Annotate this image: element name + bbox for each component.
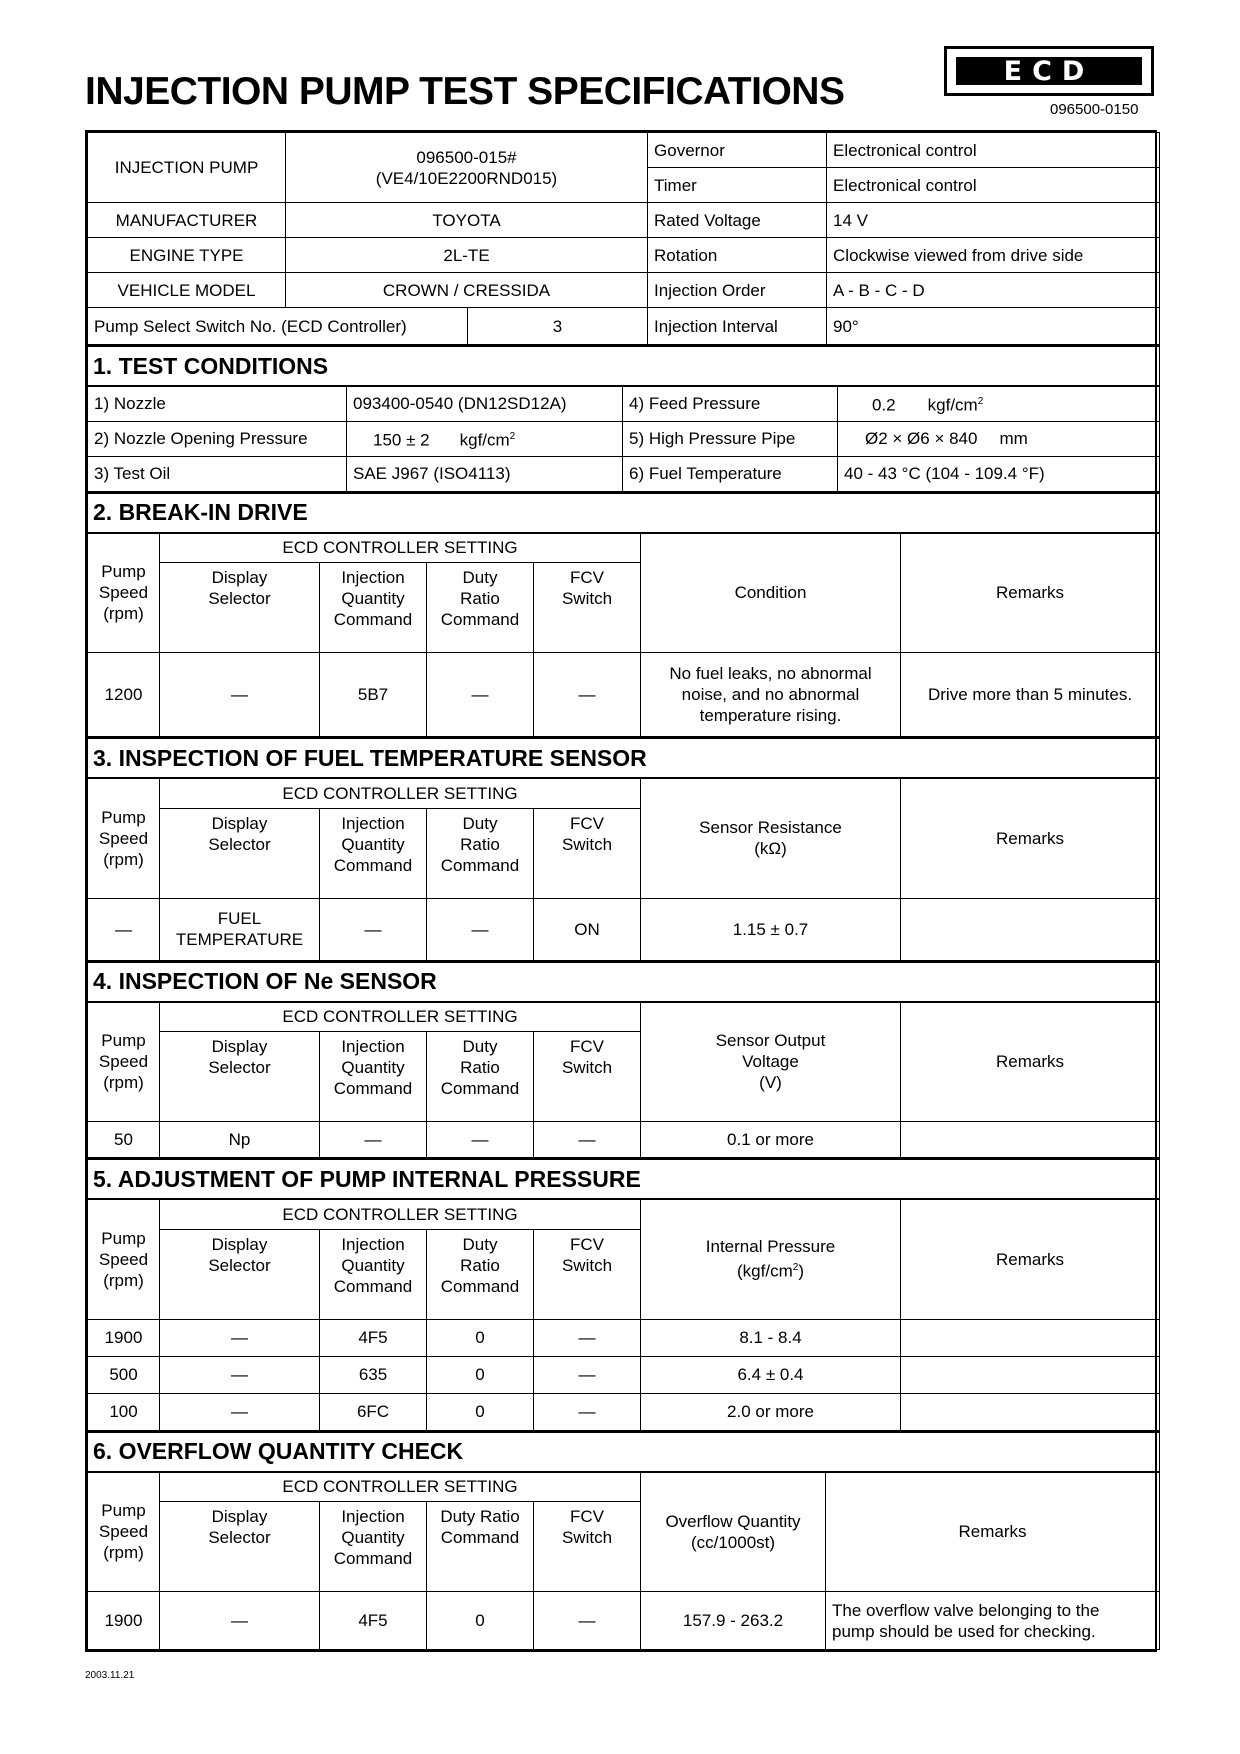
vehicle-model-value: CROWN / CRESSIDA <box>286 273 648 308</box>
duty-ratio-cell: — <box>427 653 534 737</box>
injection-quantity-header <box>320 1229 427 1319</box>
injection-interval-label: Injection Interval <box>648 308 827 345</box>
display-line: FUEL <box>217 909 262 928</box>
feed-pressure-number: 0.2 <box>872 396 896 416</box>
pump-speed-header <box>88 778 160 898</box>
ratio-label: Ratio <box>460 834 500 854</box>
display-label: Display <box>211 1037 268 1056</box>
fuel-temperature-sensor-table <box>87 737 1160 961</box>
pump-speed-header <box>88 1472 160 1592</box>
injection-pump-number: 096500-015# <box>416 147 517 167</box>
duty-ratio-cell: 0 <box>427 1356 534 1393</box>
command-label: Command <box>440 610 520 629</box>
duty-ratio-cell: 0 <box>427 1319 534 1356</box>
fcv-switch-cell: ON <box>534 898 641 960</box>
overflow-quantity-cell: 157.9 - 263.2 <box>641 1592 826 1650</box>
injection-quantity-header <box>320 563 427 653</box>
injection-label: Injection <box>341 568 405 587</box>
manufacturer-value: TOYOTA <box>286 203 648 238</box>
test-oil-value: SAE J967 (ISO4113) <box>347 456 623 491</box>
duty-ratio-cell: 0 <box>427 1592 534 1650</box>
sensor-output-label: Sensor Output <box>715 1031 826 1051</box>
duty-ratio-cell: — <box>427 898 534 960</box>
timer-value: Electronical control <box>827 168 1160 203</box>
remarks-header: Remarks <box>826 1472 1160 1592</box>
internal-pressure-unit: $(kgf/cm^2)$ <box>737 1262 804 1282</box>
display-line: TEMPERATURE <box>175 930 304 949</box>
condition-cell <box>641 653 901 737</box>
ecd-setting-header: ECD CONTROLLER SETTING <box>160 1199 641 1229</box>
duty-ratio-header <box>427 1502 534 1592</box>
rpm-label: (rpm) <box>103 849 144 869</box>
section-title-test-conditions: 1. TEST CONDITIONS <box>88 346 1160 386</box>
fuel-temperature-value: 40 - 43 °C (104 - 109.4 °F) <box>838 456 1160 491</box>
section-title-fuel-temperature-sensor: 3. INSPECTION OF FUEL TEMPERATURE SENSOR <box>88 738 1160 778</box>
sensor-resistance-unit: (kΩ) <box>754 839 787 859</box>
internal-pressure-unit-close: ) <box>798 1262 804 1282</box>
selector-label: Selector <box>208 1528 271 1547</box>
feed-pressure-value: 0.2 kgf/$cm^2$ <box>838 386 1160 421</box>
table-row <box>88 1122 1160 1158</box>
command-label: Command <box>440 1528 520 1547</box>
fcv-label: FCV <box>570 1507 604 1526</box>
ratio-label: Ratio <box>460 1255 500 1275</box>
remarks-cell <box>901 1356 1160 1393</box>
pump-speed-cell: — <box>88 898 160 960</box>
engine-type-label: ENGINE TYPE <box>88 238 286 273</box>
fcv-switch-header <box>534 1502 641 1592</box>
engine-type-value: 2L-TE <box>286 238 648 273</box>
selector-label: Selector <box>208 1058 271 1077</box>
duty-ratio-cell: 0 <box>427 1393 534 1430</box>
quantity-label: Quantity <box>341 1058 405 1077</box>
nozzle-label: 1) Nozzle <box>88 386 347 421</box>
remarks-header: Remarks <box>901 1199 1160 1319</box>
display-selector-header <box>160 1032 320 1122</box>
governor-label: Governor <box>648 133 827 168</box>
overflow-quantity-header <box>641 1472 826 1592</box>
fcv-label: FCV <box>570 813 604 833</box>
ecd-logo <box>944 46 1154 96</box>
display-label: Display <box>211 1234 268 1254</box>
pump-label: Pump <box>101 1228 146 1248</box>
display-label: Display <box>211 568 268 587</box>
manufacturer-label: MANUFACTURER <box>88 203 286 238</box>
rated-voltage-value: 14 V <box>827 203 1160 238</box>
injection-label: Injection <box>341 1234 405 1254</box>
speed-label: Speed <box>98 1249 149 1269</box>
injection-interval-value: 90° <box>827 308 1160 345</box>
high-pressure-pipe-unit: mm <box>999 429 1028 448</box>
header-table <box>87 132 1160 345</box>
command-label: Command <box>333 1549 413 1568</box>
duty-label: Duty <box>462 1037 498 1056</box>
pump-speed-header <box>88 1199 160 1319</box>
nozzle-value: 093400-0540 (DN12SD12A) <box>347 386 623 421</box>
internal-pressure-unit-text: (kgf/cm <box>737 1262 793 1282</box>
sensor-resistance-cell: 1.15 ± 0.7 <box>641 898 901 960</box>
display-selector-cell: Np <box>160 1122 320 1158</box>
section-title-ne-sensor: 4. INSPECTION OF Ne SENSOR <box>88 962 1160 1002</box>
pump-speed-cell: 1900 <box>88 1592 160 1650</box>
section-title-overflow-quantity: 6. OVERFLOW QUANTITY CHECK <box>88 1432 1160 1472</box>
pump-select-value: 3 <box>468 308 648 345</box>
remarks-line: The overflow valve belonging to the <box>832 1600 1100 1620</box>
condition-line: No fuel leaks, no abnormal <box>669 664 872 683</box>
rotation-label: Rotation <box>648 238 827 273</box>
rotation-value: Clockwise viewed from drive side <box>827 238 1160 273</box>
sensor-output-header <box>641 1002 901 1122</box>
injection-quantity-cell: 635 <box>320 1356 427 1393</box>
ecd-setting-header: ECD CONTROLLER SETTING <box>160 1002 641 1032</box>
remarks-line: pump should be used for checking. <box>832 1621 1096 1641</box>
timer-label: Timer <box>648 168 827 203</box>
pump-label: Pump <box>101 807 146 827</box>
internal-pressure-table <box>87 1158 1160 1431</box>
remarks-cell: Drive more than 5 minutes. <box>901 653 1160 737</box>
duty-ratio-label: Duty Ratio <box>440 1507 520 1526</box>
internal-pressure-label: Internal Pressure <box>705 1237 836 1257</box>
quantity-label: Quantity <box>341 1255 405 1275</box>
nozzle-opening-pressure-value: 150 ± 2 kgf/$cm^2$ <box>347 421 623 456</box>
fcv-switch-header <box>534 1229 641 1319</box>
switch-label: Switch <box>561 1255 613 1275</box>
duty-label: Duty <box>462 813 498 833</box>
sensor-output-label: Voltage <box>742 1052 799 1072</box>
injection-pump-model: (VE4/10E2200RND015) <box>375 168 558 188</box>
ecd-setting-header: ECD CONTROLLER SETTING <box>160 533 641 563</box>
remarks-header: Remarks <box>901 533 1160 653</box>
fcv-label: FCV <box>570 1234 604 1254</box>
speed-label: Speed <box>98 828 149 848</box>
quantity-label: Quantity <box>341 834 405 854</box>
duty-ratio-header <box>427 808 534 898</box>
high-pressure-pipe-size: Ø2 × Ø6 × 840 <box>865 429 978 448</box>
spec-sheet <box>85 130 1157 1652</box>
revision-date: 2003.11.21 <box>85 1670 135 1681</box>
display-selector-header <box>160 563 320 653</box>
document-number: 096500-0150 <box>1050 101 1139 118</box>
injection-quantity-cell: 4F5 <box>320 1592 427 1650</box>
page-title: INJECTION PUMP TEST SPECIFICATIONS <box>85 70 845 113</box>
command-label: Command <box>333 1276 413 1296</box>
command-label: Command <box>333 1079 413 1098</box>
ecd-logo-text: ECD <box>956 57 1142 85</box>
ecd-setting-header: ECD CONTROLLER SETTING <box>160 778 641 808</box>
table-row <box>88 1592 1160 1650</box>
fcv-switch-cell: — <box>534 1393 641 1430</box>
condition-header: Condition <box>641 533 901 653</box>
fcv-label: FCV <box>570 1037 604 1056</box>
fcv-switch-cell: — <box>534 1592 641 1650</box>
display-selector-header <box>160 808 320 898</box>
pump-speed-cell: 1200 <box>88 653 160 737</box>
fuel-temperature-label: 6) Fuel Temperature <box>623 456 838 491</box>
display-label: Display <box>211 813 268 833</box>
display-selector-cell: — <box>160 1356 320 1393</box>
injection-label: Injection <box>341 1507 405 1526</box>
section-title-internal-pressure: 5. ADJUSTMENT OF PUMP INTERNAL PRESSURE <box>88 1159 1160 1199</box>
injection-order-label: Injection Order <box>648 273 827 308</box>
display-selector-cell <box>160 898 320 960</box>
break-in-drive-table <box>87 492 1160 738</box>
selector-label: Selector <box>208 589 271 608</box>
quantity-label: Quantity <box>341 589 405 608</box>
fcv-switch-header <box>534 1032 641 1122</box>
feed-pressure-unit: kgf/cm <box>927 396 978 416</box>
internal-pressure-cell: 6.4 ± 0.4 <box>641 1356 901 1393</box>
pump-label: Pump <box>101 1031 146 1051</box>
injection-quantity-cell: — <box>320 1122 427 1158</box>
rated-voltage-label: Rated Voltage <box>648 203 827 238</box>
pump-speed-cell: 100 <box>88 1393 160 1430</box>
remarks-header: Remarks <box>901 778 1160 898</box>
display-selector-cell: — <box>160 1319 320 1356</box>
overflow-quantity-label: Overflow Quantity <box>665 1511 801 1531</box>
display-selector-header <box>160 1229 320 1319</box>
nozzle-opening-pressure-label: 2) Nozzle Opening Pressure <box>88 421 347 456</box>
internal-pressure-header <box>641 1199 901 1319</box>
table-row <box>88 1319 1160 1356</box>
high-pressure-pipe-label: 5) High Pressure Pipe <box>623 421 838 456</box>
sensor-output-cell: 0.1 or more <box>641 1122 901 1158</box>
fcv-switch-header <box>534 808 641 898</box>
pump-speed-header <box>88 1002 160 1122</box>
selector-label: Selector <box>208 1255 271 1275</box>
nozzle-opening-pressure-number: 150 ± 2 <box>373 430 430 450</box>
rpm-label: (rpm) <box>103 1543 144 1563</box>
duty-label: Duty <box>462 568 498 587</box>
injection-pump-value <box>286 133 648 203</box>
display-selector-header <box>160 1502 320 1592</box>
switch-label: Switch <box>561 589 613 608</box>
high-pressure-pipe-value <box>838 421 1160 456</box>
condition-line: noise, and no abnormal <box>681 685 860 704</box>
sensor-output-unit: (V) <box>759 1073 782 1093</box>
sensor-resistance-header <box>641 778 901 898</box>
pump-select-label: Pump Select Switch No. (ECD Controller) <box>88 308 468 345</box>
pump-label: Pump <box>101 1501 146 1521</box>
speed-label: Speed <box>98 1522 149 1542</box>
display-label: Display <box>211 1507 268 1526</box>
pump-speed-header <box>88 533 160 653</box>
ratio-label: Ratio <box>460 1058 500 1077</box>
quantity-label: Quantity <box>341 1528 405 1547</box>
nozzle-opening-pressure-unit: kgf/cm <box>459 430 510 450</box>
command-label: Command <box>333 855 413 875</box>
remarks-cell <box>901 1319 1160 1356</box>
injection-label: Injection <box>341 1037 405 1056</box>
pump-speed-cell: 50 <box>88 1122 160 1158</box>
ratio-label: Ratio <box>460 589 500 608</box>
duty-ratio-header <box>427 563 534 653</box>
section-title-break-in-drive: 2. BREAK-IN DRIVE <box>88 493 1160 533</box>
fcv-switch-cell: — <box>534 653 641 737</box>
table-row <box>88 1393 1160 1430</box>
pump-speed-cell: 500 <box>88 1356 160 1393</box>
test-conditions-table <box>87 345 1160 492</box>
injection-quantity-cell: 5B7 <box>320 653 427 737</box>
rpm-label: (rpm) <box>103 1270 144 1290</box>
selector-label: Selector <box>208 834 271 854</box>
injection-quantity-header <box>320 808 427 898</box>
sensor-resistance-label: Sensor Resistance <box>699 818 842 838</box>
test-oil-label: 3) Test Oil <box>88 456 347 491</box>
fcv-switch-cell: — <box>534 1319 641 1356</box>
command-label: Command <box>440 1079 520 1098</box>
injection-quantity-cell: — <box>320 898 427 960</box>
injection-label: Injection <box>341 813 405 833</box>
duty-label: Duty <box>462 1234 498 1254</box>
condition-line: temperature rising. <box>699 706 842 725</box>
fcv-switch-cell: — <box>534 1356 641 1393</box>
duty-ratio-header <box>427 1032 534 1122</box>
remarks-header: Remarks <box>901 1002 1160 1122</box>
vehicle-model-label: VEHICLE MODEL <box>88 273 286 308</box>
ne-sensor-table <box>87 961 1160 1159</box>
governor-value: Electronical control <box>827 133 1160 168</box>
injection-order-value: A - B - C - D <box>827 273 1160 308</box>
rpm-label: (rpm) <box>103 1073 144 1093</box>
speed-label: Speed <box>98 583 149 603</box>
display-selector-cell: — <box>160 1393 320 1430</box>
speed-label: Speed <box>98 1052 149 1072</box>
command-label: Command <box>440 855 520 875</box>
remarks-cell <box>901 1122 1160 1158</box>
overflow-quantity-table <box>87 1431 1160 1651</box>
remarks-cell <box>826 1592 1160 1650</box>
fcv-label: FCV <box>570 568 604 587</box>
display-selector-cell: — <box>160 653 320 737</box>
internal-pressure-cell: 2.0 or more <box>641 1393 901 1430</box>
internal-pressure-cell: 8.1 - 8.4 <box>641 1319 901 1356</box>
injection-quantity-cell: 6FC <box>320 1393 427 1430</box>
duty-ratio-cell: — <box>427 1122 534 1158</box>
ecd-setting-header: ECD CONTROLLER SETTING <box>160 1472 641 1502</box>
table-row <box>88 1356 1160 1393</box>
overflow-quantity-unit: (cc/1000st) <box>690 1532 776 1552</box>
display-selector-cell: — <box>160 1592 320 1650</box>
switch-label: Switch <box>561 1058 613 1077</box>
table-row <box>88 653 1160 737</box>
remarks-cell <box>901 898 1160 960</box>
injection-quantity-header <box>320 1502 427 1592</box>
command-label: Command <box>333 610 413 629</box>
pump-label: Pump <box>101 562 146 582</box>
feed-pressure-label: 4) Feed Pressure <box>623 386 838 421</box>
injection-quantity-header <box>320 1032 427 1122</box>
injection-quantity-cell: 4F5 <box>320 1319 427 1356</box>
switch-label: Switch <box>561 1528 613 1547</box>
switch-label: Switch <box>561 834 613 854</box>
table-row <box>88 898 1160 960</box>
duty-ratio-header <box>427 1229 534 1319</box>
fcv-switch-cell: — <box>534 1122 641 1158</box>
injection-pump-label: INJECTION PUMP <box>88 133 286 203</box>
command-label: Command <box>440 1276 520 1296</box>
remarks-cell <box>901 1393 1160 1430</box>
pump-speed-cell: 1900 <box>88 1319 160 1356</box>
fcv-switch-header <box>534 563 641 653</box>
rpm-label: (rpm) <box>103 604 144 624</box>
